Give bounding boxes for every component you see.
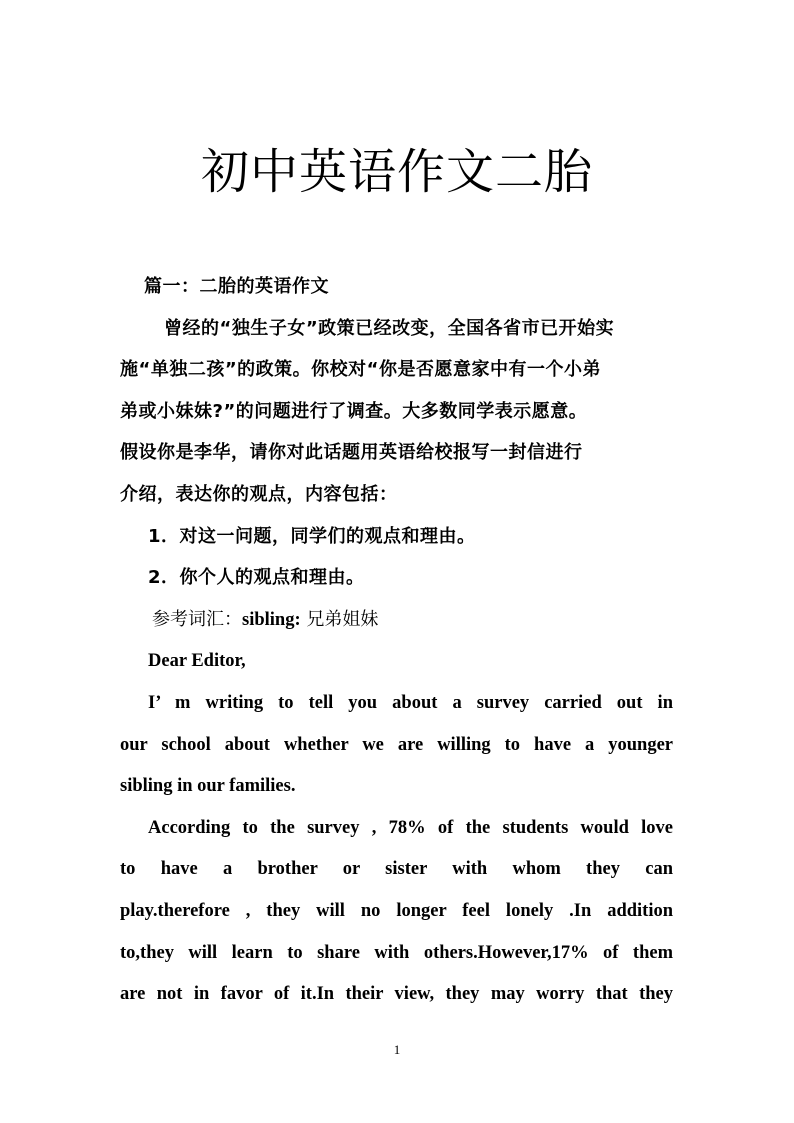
prompt-line: 假设你是李华，请你对此话题用英语给校报写一封信进行 <box>120 442 583 464</box>
letter-line: to,they will learn to share with others.However,17% of them <box>120 942 673 963</box>
letter-line: to have a brother or sister with whom they can <box>120 859 673 880</box>
document-title: 初中英语作文二胎 <box>200 144 593 200</box>
letter-line: are not in favor of it.In their view, they may worry that they <box>120 984 673 1005</box>
prompt-line: 曾经的“独生子女”政策已经改变，全国各省市已开始实 <box>164 317 615 339</box>
section-heading: 篇一：二胎的英语作文 <box>144 276 329 297</box>
requirement-item: 2．你个人的观点和理由。 <box>148 567 365 589</box>
vocab-reference <box>120 604 673 646</box>
letter-salutation: Dear Editor, <box>148 651 246 672</box>
prompt-line: 介绍，表达你的观点，内容包括： <box>120 483 398 505</box>
prompt-line: 弟或小妹妹?”的问题进行了调查。大多数同学表示愿意。 <box>120 400 588 422</box>
letter-line: According to the survey , 78% of the students would love <box>148 817 673 838</box>
letter-line: I’ m writing to tell you about a survey carried out in <box>148 692 673 713</box>
prompt-line: 施“单独二孩”的政策。你校对“你是否愿意家中有一个小弟 <box>120 359 601 381</box>
vocab-term: sibling: <box>242 609 301 630</box>
letter-line: sibling in our families. <box>120 776 296 797</box>
vocab-meaning: 兄弟姐妹 <box>300 608 379 630</box>
document-body <box>120 271 673 1020</box>
vocab-label: 参考词汇： <box>152 608 242 630</box>
letter-line: play.therefore , they will no longer feel lonely .In addition <box>120 900 673 921</box>
page-number: 1 <box>393 1042 401 1057</box>
requirement-item: 1．对这一问题，同学们的观点和理由。 <box>148 525 476 547</box>
letter-line: our school about whether we are willing to have a younger <box>120 734 673 755</box>
